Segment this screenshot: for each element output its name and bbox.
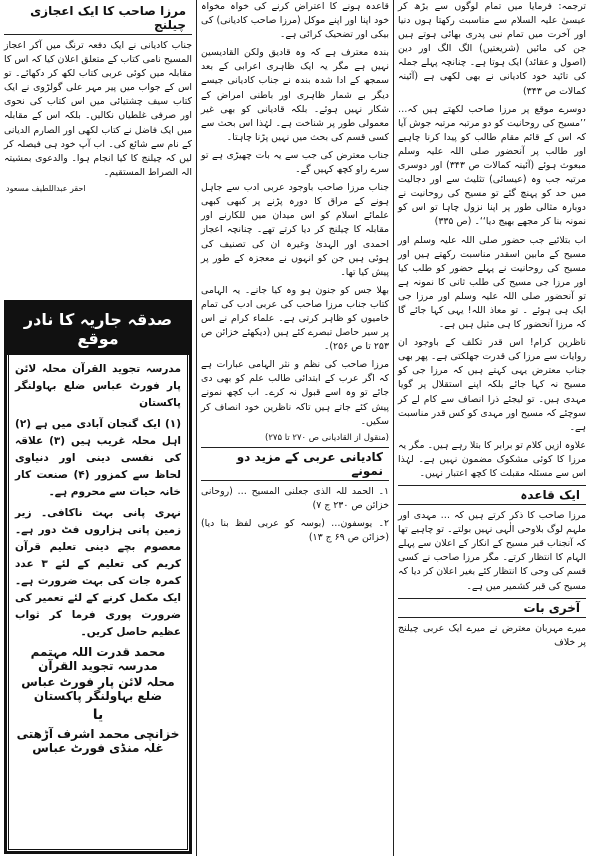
right-column (393, 0, 590, 856)
paragraph: جناب معترض کی جب سے یہ بات چھیڑی ہے تو سرے راو کچھ کہیں گے۔ (201, 149, 389, 176)
ad-line: (۱) ایک گنجان آبادی میں ہے (۲) اہل محلہ غریب ہیں (۳) علاقہ کی نفسی دینی اور دنیاوی لحاظ سے کمزور (۴) صنعت کار خانہ حیات سے محروم ہے۔ (15, 418, 181, 498)
middle-column (196, 0, 393, 856)
left-column (0, 0, 196, 856)
ad-line: نہری پانی بہت ناکافی۔ زیر زمین پانی ہزاروں فٹ دور ہے۔ معصوم بچے دینی تعلیم قرآن کریم کی تعلیم کے لئے ۳ عدد کمرہ جات کی بہت ضرورت ہے۔ ایک مکمل کرنے کے لئے تعمیر کی ضرورت پوری فرما کر ثواب عظیم حاصل کریں۔ (15, 507, 181, 638)
list-item: ۲۔ یوسفون… (بوسہ کو عربی لفظ بنا دیا) (خزائن ص ۶۹ ج ۱۳) (201, 517, 389, 543)
paragraph: میرے مہربان معترض نے میرے ایک عربی چیلنج پر خلاف (398, 622, 586, 648)
reference: (منقول از القادیانی ص ۲۷۰ تا ۲۷۵) (265, 432, 389, 443)
section-heading-last: آخری بات (398, 598, 586, 618)
ad-separator: یا (92, 707, 104, 723)
ad-line: مدرسہ تجوید القرآن محلہ لائن پار فورٹ عباس ضلع بہاولنگر پاکستان (15, 363, 181, 409)
section-heading-qaida: ایک قاعدہ (398, 485, 586, 505)
paragraph: ترجمہ: فرمایا میں تمام لوگوں سے بڑھ کر عیسیٰ علیہ السلام سے مناسبت رکھتا ہوں دنیا اور آخرت میں تمام نبی پدری بھائی ہوتے ہیں جن کی مائیں (شریعتیں) الگ الگ اور دین (اصول و عقائد) ایک ہوتا ہے۔ چنانچہ پہلے جملہ کی تائید خود کادیانی نے بھی لکھی ہے (آئینہ کمالات ص ۳۴۳) (398, 1, 586, 97)
paragraph: دوسرے موقع پر مرزا صاحب لکھتے ہیں کہ… ’’مسیح کی روحانیت کو دو مرتبہ مرتبہ جوش آیا کہ اس کے قائم مقام طالب کو پیدا کرنا چاہیے اور طالب پر آنحضور صلی اللہ علیہ وسلم مبعوث ہوئے (آئینہ کمالات ص ۳۴۳) اور دوسری مرتبہ جب وہ (عیسائی) تثلیث سے اور دجالیت میں حد کو پہنچ گئے تو مسیح کی روحانیت نے دوبارہ مثالی طور پر اپنا نزول چاہا تو اس کو نمونہ بنا کر مجھے بھیج دیا‘‘۔ (ص ۳۳۵) (398, 103, 586, 228)
paragraph: مرزا صاحب کا ذکر کرتے ہیں کہ … مہدی اور ملہم لوگ بلاوحی الٰہی نہیں بولتے۔ تو چاہیے تھا کہ آنجناب قبر مسیح کے انکار کے اعلان سے پہلے الہام کا انتظار کرتے۔ مگر مرزا صاحب نے کسی قسم کی وحی کا انتظار کئے بغیر اعلان کر دیا کہ مسیح کی قبر کشمیر میں ہے۔ (398, 510, 586, 592)
ad-title: صدقہ جاریہ کا نادر موقع (7, 303, 189, 355)
charity-advertisement (4, 300, 192, 854)
paragraph: مرزا صاحب کی نظم و نثر الہامی عبارات ہے کہ اگر عرب کے ابتدائی طالب علم کو بھی دی جائے تو وہ اسے قبول نہ کرے۔ اب کچھ نمونے پیش کئے جاتے ہیں تاکہ ناظرین خود انصاف کر سکیں۔ (201, 359, 389, 427)
ad-signature: محمد قدرت اللہ مہتمم مدرسہ تجوید القرآن (30, 645, 166, 673)
list-item: ۱۔ الحمد للہ الذی جعلنی المسیح … (روحانی خزائن ص ۲۳۰ ج ۷) (201, 485, 389, 511)
paragraph: علاوہ ازیں کلام تو برابر کا بتلا رہے ہیں۔ مگر یہ مرزا کا کوئی مشکوک مضمون نہیں ہے۔ لہٰذا اس سے مسئلہ مقبلت کا کچھ اعتبار نہیں۔ (398, 439, 586, 479)
section-heading-challenge: مرزا صاحب کا ایک اعجازی چیلنج (4, 2, 192, 35)
paragraph: جناب مرزا صاحب باوجود عربی ادب سے جاہل ہونے کے مراق کا دورہ پڑنے پر کبھی کبھی علمائے اسلام کو اس میدان میں للکارنے اور مقابلہ کا چیلنج کر دیا کرتے تھے۔ چنانچہ اعجاز احمدی اور الہدیٰ وغیرہ ان کی تصنیف کی ہوئی ہیں جن کو انہوں نے معجزہ کے طور پر پیش کیا تھا۔ (201, 182, 389, 278)
ad-address: محلہ لائن پار فورٹ عباس ضلع بہاولنگر پاکستان (21, 675, 175, 703)
paragraph: بھلا جس کو جنون ہو وہ کیا جانے۔ یہ الہامی کتاب جناب مرزا صاحب کی عربی ادب کی تمام خامیوں کو ظاہر کرتی ہے۔ علماء کرام نے اس پر سیر حاصل تبصرے کئے ہیں (دیکھئے خزائن ص ۲۵۳ تا ص ۲۵۶)۔ (201, 284, 389, 353)
author-signature: احقر عبداللطیف مسعود (6, 183, 86, 193)
paragraph: بندہ معترف ہے کہ وہ قادیق ولکن القادیسین نہیں ہے مگر یہ ایک ظاہری اعرابی کے بعد سمجھ کے ادا شدہ بندہ نے جناب کادیانی جیسے دیگر بے شمار ظاہری اور باطنی امراض کے شکار نہیں ہوئے۔ بلکہ قادیانی کو بھی غیر معمولی طور پر شناخت ہے۔ لہٰذا اس بحث سے کسی قسم کی بحث میں نہیں پڑنا چاہتا۔ (201, 47, 389, 143)
section-heading-samples: کادیانی عربی کے مزید دو نمونے (201, 447, 389, 481)
ad-treasurer: خزانچی محمد اشرف آڑھتی غلہ منڈی فورٹ عباس (16, 727, 180, 755)
paragraph: اب بتلائیے جب حضور صلی اللہ علیہ وسلم اور مسیح کے مابین اسقدر مناسبت رکھتے ہیں اور مسیح کی روحانیت نے پہلے حضور کو طلب کیا اور مرزا جی مسیح کی طلب ثانی کا نمونہ ہے تو آنحضور صلی اللہ علیہ وسلم اور مرزا جی ایک ہی ہوئے ۔ تو معاذ اللہ! یہی کہا جائے گا کہ مرزا آنحضور کا ہی مثیل ہیں ہے۔ (398, 234, 586, 331)
paragraph: ناظرین کرام! اس قدر تکلف کے باوجود ان روایات سے مرزا کی قدرت جھلکتی ہے۔ پھر بھی جناب معترض یہی کہتے ہیں کہ مرزا جی کو مسیح نہ کہا جائے بلکہ اپنے استقلال پر گویا مہدی ہیں۔ تو لیجئے ذرا انصاف سے کام لے کر سوچئے کہ مسیح اور مہدی کو کس قدر مناسبت ہے۔ (398, 337, 586, 433)
paragraph: جناب کادیانی نے ایک دفعہ ترنگ میں آکر اعجاز المسیح نامی کتاب کے متعلق اعلان کیا کہ اس کا مقابلہ میں کوئی عربی کتاب لکھ کر دکھائے۔ تو اس کے جواب میں پیر مہر علی گولڑوی نے ایک کتاب سیف چشتیائی میں اس کتاب کی نحوی اور صرفی غلطیاں نکالیں۔ بلکہ اس کے مقابلہ میں ایک فاضل نے کتاب لکھی اور الصارم الدیانی کے نام سے شائع کی۔ اب آپ خود ہی فیصلہ کر لیں کہ چیلنج کا کیا انجام ہوا۔ والدعوی بمشیتہ الہ الصراط المستقیم۔ (4, 40, 192, 178)
paragraph: قاعدہ ہونے کا اعتراض کرنے کی خواہ مخواہ خود اپنا اور اپنے موکل (مرزا صاحب کادیانی) کی بیکی اور تضحیک کرائی ہے۔ (201, 1, 389, 41)
ad-body (7, 355, 189, 763)
